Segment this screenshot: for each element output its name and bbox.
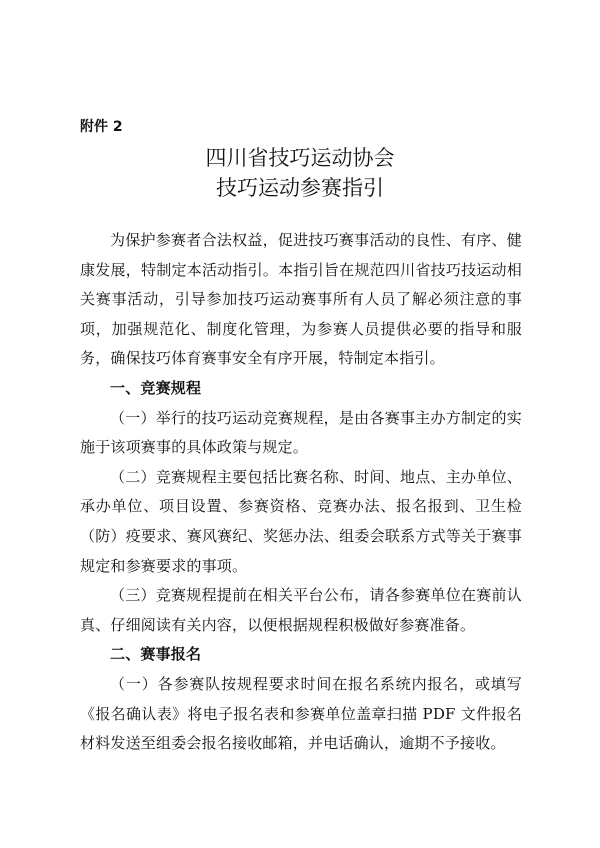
document-body [80, 226, 522, 759]
intro-paragraph: 为保护参赛者合法权益，促进技巧赛事活动的良性、有序、健康发展，特制定本活动指引。本指引旨在规范四川省技巧技运动相关赛事活动，引导参加技巧运动赛事所有人员了解必须注意的事项，加强规范化、制度化管理，为参赛人员提供必要的指导和服务，确保技巧体育赛事安全有序开展，特制定本指引。 [80, 231, 522, 368]
attachment-label: 附件 2 [80, 119, 123, 135]
paragraph-rules-1: （一）举行的技巧运动竞赛规程，是由各赛事主办方制定的实施于该项赛事的具体政策与规定。 [80, 408, 522, 457]
paragraph-registration-1: （一）各参赛队按规程要求时间在报名系统内报名，或填写《报名确认表》将电子报名表和参赛单位盖章扫描 PDF 文件报名材料发送至组委会报名接收邮箱，并电话确认，逾期不予接收。 [80, 674, 522, 753]
section-heading-competition-rules: 一、竞赛规程 [110, 378, 202, 397]
document-subtitle: 技巧运动参赛指引 [216, 176, 384, 200]
paragraph-rules-3: （三）竞赛规程提前在相关平台公布，请各参赛单位在赛前认真、仔细阅读有关内容，以便根据规程积极做好参赛准备。 [80, 586, 522, 634]
document-title: 四川省技巧运动协会 [205, 146, 395, 170]
section-heading-registration: 二、赛事报名 [110, 645, 202, 664]
paragraph-rules-2: （二）竞赛规程主要包括比赛名称、时间、地点、主办单位、承办单位、项目设置、参赛资格、竞赛办法、报名报到、卫生检（防）疫要求、赛风赛纪、奖惩办法、组委会联系方式等关于赛事规定和参赛要求的事项。 [80, 467, 522, 575]
